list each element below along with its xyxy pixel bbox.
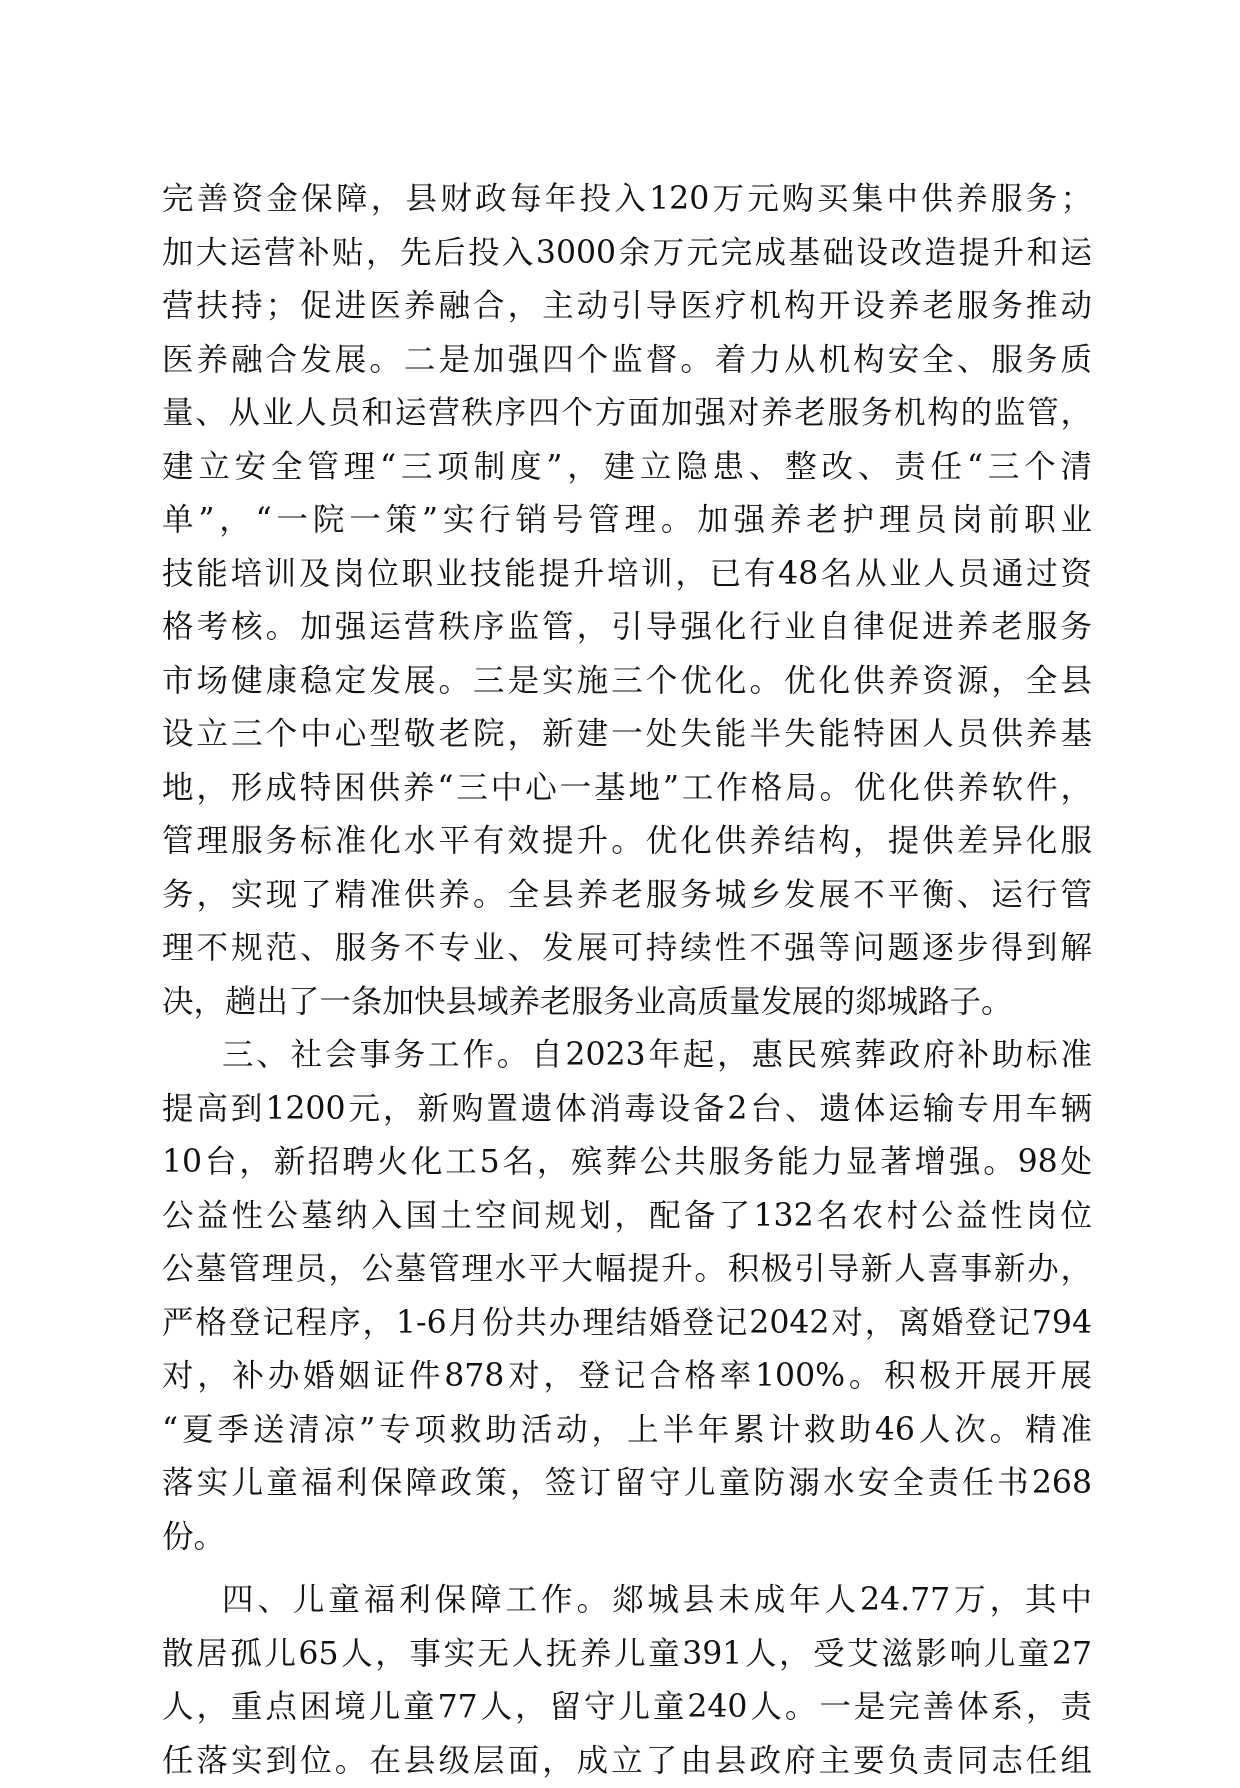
text-line: 完善资金保障，县财政每年投入120万元购买集中供养服务； [162, 173, 1092, 227]
text-line: 市场健康稳定发展。三是实施三个优化。优化供养资源，全县 [162, 655, 1092, 709]
paragraph-continued [162, 173, 1092, 1029]
text-line: 提高到1200元，新购置遗体消毒设备2台、遗体运输专用车辆 [162, 1083, 1092, 1137]
paragraph-spacer [162, 1564, 1092, 1574]
text-line: 地，形成特困供养“三中心一基地”工作格局。优化供养软件， [162, 762, 1092, 816]
text-line: 份。 [162, 1511, 1092, 1565]
text-line: 公墓管理员，公墓管理水平大幅提升。积极引导新人喜事新办， [162, 1243, 1092, 1297]
text-line: 格考核。加强运营秩序监管，引导强化行业自律促进养老服务 [162, 601, 1092, 655]
text-line: 理不规范、服务不专业、发展可持续性不强等问题逐步得到解 [162, 922, 1092, 976]
text-line: 散居孤儿65人，事实无人抚养儿童391人，受艾滋影响儿童27 [162, 1628, 1092, 1682]
text-line: 量、从业人员和运营秩序四个方面加强对养老服务机构的监管， [162, 387, 1092, 441]
text-line: 任落实到位。在县级层面，成立了由县政府主要负责同志任组 [162, 1735, 1092, 1788]
text-line: 加大运营补贴，先后投入3000余万元完成基础设改造提升和运 [162, 227, 1092, 281]
paragraph-social-affairs [162, 1029, 1092, 1564]
text-line: 公益性公墓纳入国土空间规划，配备了132名农村公益性岗位 [162, 1190, 1092, 1244]
text-line: 落实儿童福利保障政策，签订留守儿童防溺水安全责任书268 [162, 1457, 1092, 1511]
text-line: 务，实现了精准供养。全县养老服务城乡发展不平衡、运行管 [162, 869, 1092, 923]
text-line: 决，趟出了一条加快县域养老服务业高质量发展的郯城路子。 [162, 976, 1092, 1030]
paragraph-child-welfare [162, 1574, 1092, 1788]
text-line: 设立三个中心型敬老院，新建一处失能半失能特困人员供养基 [162, 708, 1092, 762]
text-line: 三、社会事务工作。自2023年起，惠民殡葬政府补助标准 [162, 1029, 1092, 1083]
text-line: 建立安全管理“三项制度”，建立隐患、整改、责任“三个清 [162, 441, 1092, 495]
text-line: “夏季送清凉”专项救助活动，上半年累计救助46人次。精准 [162, 1404, 1092, 1458]
text-line: 管理服务标准化水平有效提升。优化供养结构，提供差异化服 [162, 815, 1092, 869]
text-line: 10台，新招聘火化工5名，殡葬公共服务能力显著增强。98处 [162, 1136, 1092, 1190]
document-body [162, 173, 1092, 1788]
text-line: 人，重点困境儿童77人，留守儿童240人。一是完善体系，责 [162, 1681, 1092, 1735]
text-line: 严格登记程序，1-6月份共办理结婚登记2042对，离婚登记794 [162, 1297, 1092, 1351]
text-line: 医养融合发展。二是加强四个监督。着力从机构安全、服务质 [162, 334, 1092, 388]
text-line: 对，补办婚姻证件878对，登记合格率100%。积极开展开展 [162, 1350, 1092, 1404]
text-line: 营扶持；促进医养融合，主动引导医疗机构开设养老服务推动 [162, 280, 1092, 334]
text-line: 单”，“一院一策”实行销号管理。加强养老护理员岗前职业 [162, 494, 1092, 548]
text-line: 技能培训及岗位职业技能提升培训，已有48名从业人员通过资 [162, 548, 1092, 602]
text-line: 四、儿童福利保障工作。郯城县未成年人24.77万，其中 [162, 1574, 1092, 1628]
